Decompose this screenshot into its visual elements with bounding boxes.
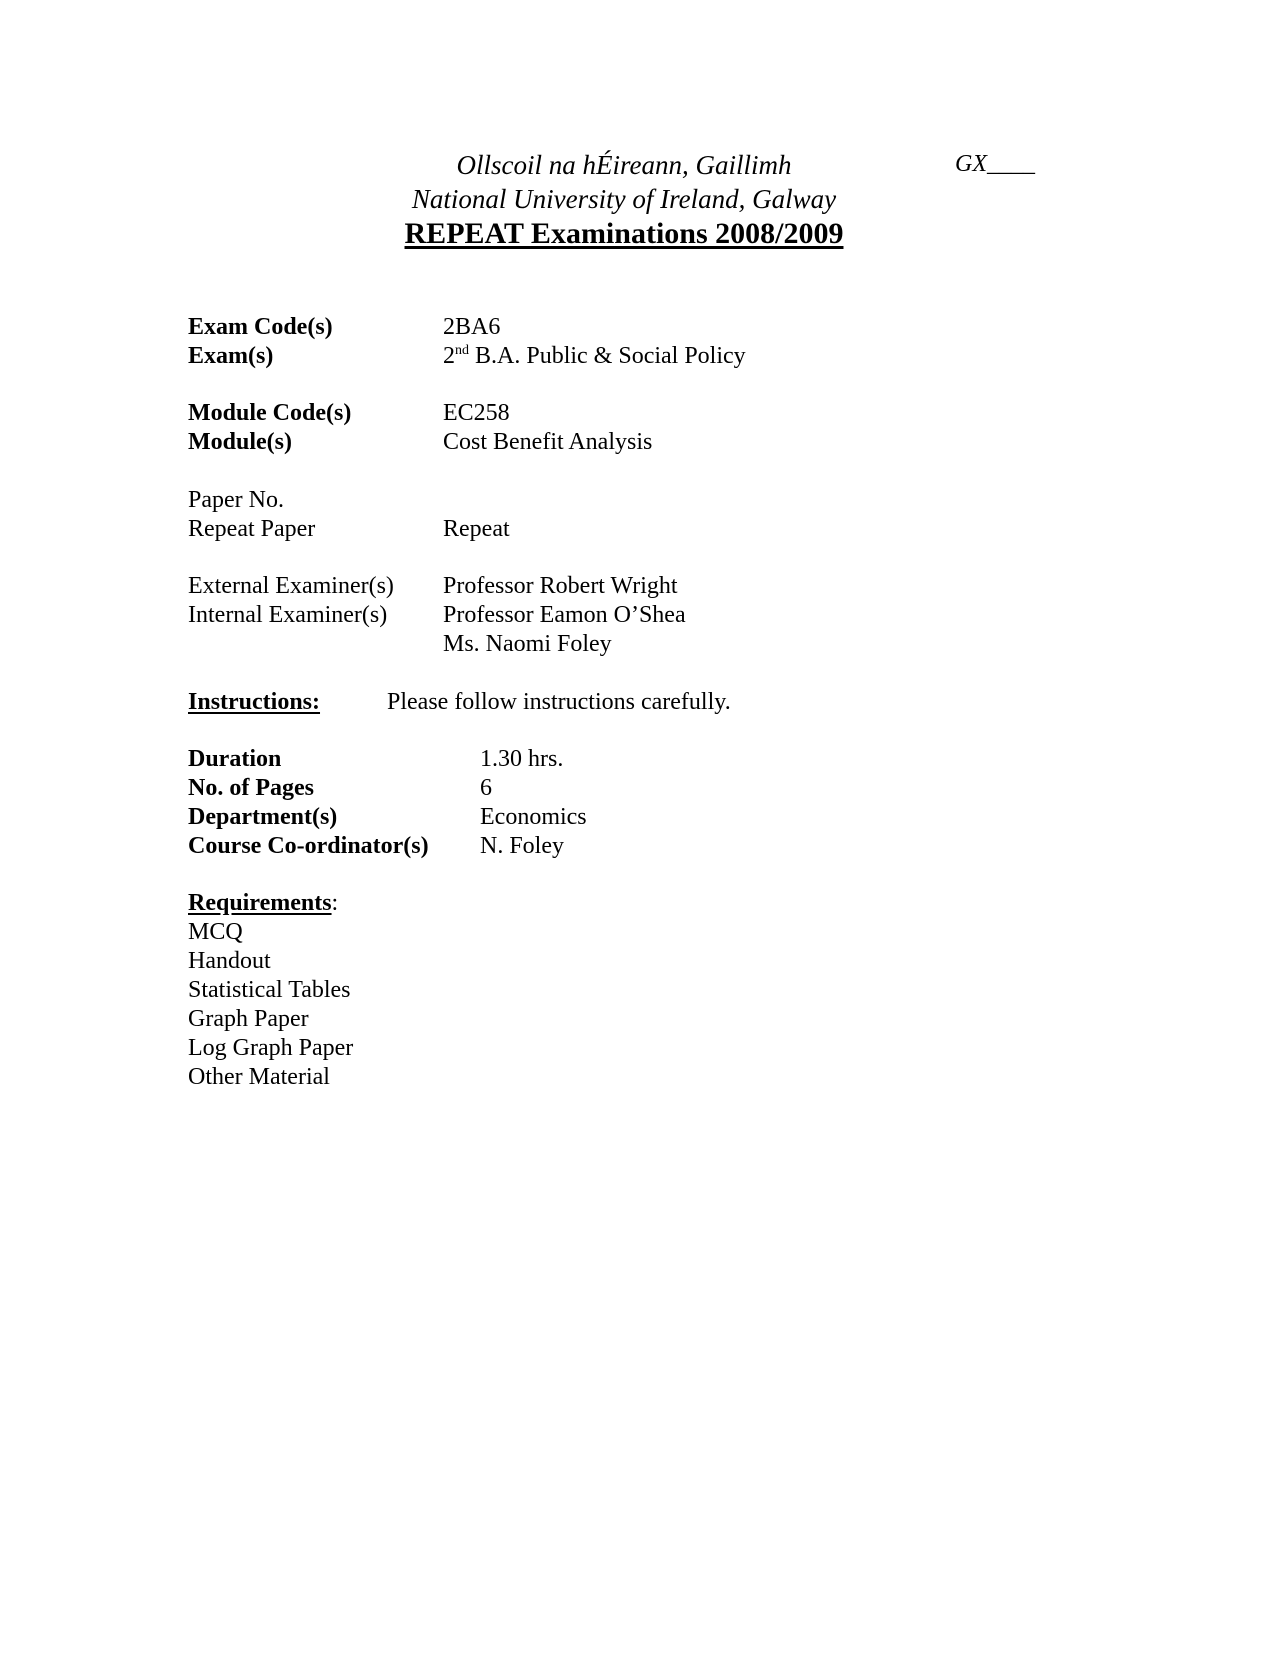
exam-value xyxy=(443,344,746,368)
duration-value: 1.30 hrs. xyxy=(480,746,564,772)
university-name-english: National University of Ireland, Galway xyxy=(411,184,837,214)
requirement-item: MCQ xyxy=(188,919,243,945)
requirements-heading xyxy=(188,891,338,915)
requirements-label: Requirements xyxy=(188,890,332,916)
module-code-value: EC258 xyxy=(443,400,510,426)
department-value: Economics xyxy=(480,804,587,830)
requirement-item: Handout xyxy=(188,948,271,974)
department-label: Department(s) xyxy=(188,804,338,830)
pages-label: No. of Pages xyxy=(188,775,314,801)
page-title xyxy=(0,219,1248,249)
internal-examiner-value-1: Professor Eamon O’Shea xyxy=(443,602,686,628)
exam-value-sup: nd xyxy=(455,343,469,358)
repeat-paper-value: Repeat xyxy=(443,516,510,542)
paper-no-label: Paper No. xyxy=(188,487,284,513)
exam-code-value: 2BA6 xyxy=(443,314,501,340)
external-examiner-label: External Examiner(s) xyxy=(188,573,394,599)
module-label: Module(s) xyxy=(188,429,292,455)
module-value: Cost Benefit Analysis xyxy=(443,429,653,455)
coordinator-label: Course Co-ordinator(s) xyxy=(188,833,429,859)
requirement-item: Log Graph Paper xyxy=(188,1035,354,1061)
internal-examiner-value-2: Ms. Naomi Foley xyxy=(443,631,612,657)
exam-title: REPEAT Examinations 2008/2009 xyxy=(404,217,844,250)
exam-code-label: Exam Code(s) xyxy=(188,314,333,340)
instructions-value: Please follow instructions carefully. xyxy=(387,689,731,715)
duration-label: Duration xyxy=(188,746,282,772)
internal-examiner-label: Internal Examiner(s) xyxy=(188,602,388,628)
pages-value: 6 xyxy=(480,775,492,801)
requirement-item: Statistical Tables xyxy=(188,977,351,1003)
exam-label: Exam(s) xyxy=(188,343,274,369)
module-code-label: Module Code(s) xyxy=(188,400,352,426)
instructions-label: Instructions: xyxy=(188,689,321,715)
requirement-item: Graph Paper xyxy=(188,1006,309,1032)
repeat-paper-label: Repeat Paper xyxy=(188,516,316,542)
exam-value-num: 2 xyxy=(443,343,455,369)
gx-code: GX____ xyxy=(955,151,1035,177)
exam-value-rest: B.A. Public & Social Policy xyxy=(469,343,746,369)
external-examiner-value: Professor Robert Wright xyxy=(443,573,678,599)
coordinator-value: N. Foley xyxy=(480,833,564,859)
requirements-colon: : xyxy=(331,890,339,916)
university-name-irish: Ollscoil na hÉireann, Gaillimh xyxy=(456,150,792,180)
requirement-item: Other Material xyxy=(188,1064,330,1090)
